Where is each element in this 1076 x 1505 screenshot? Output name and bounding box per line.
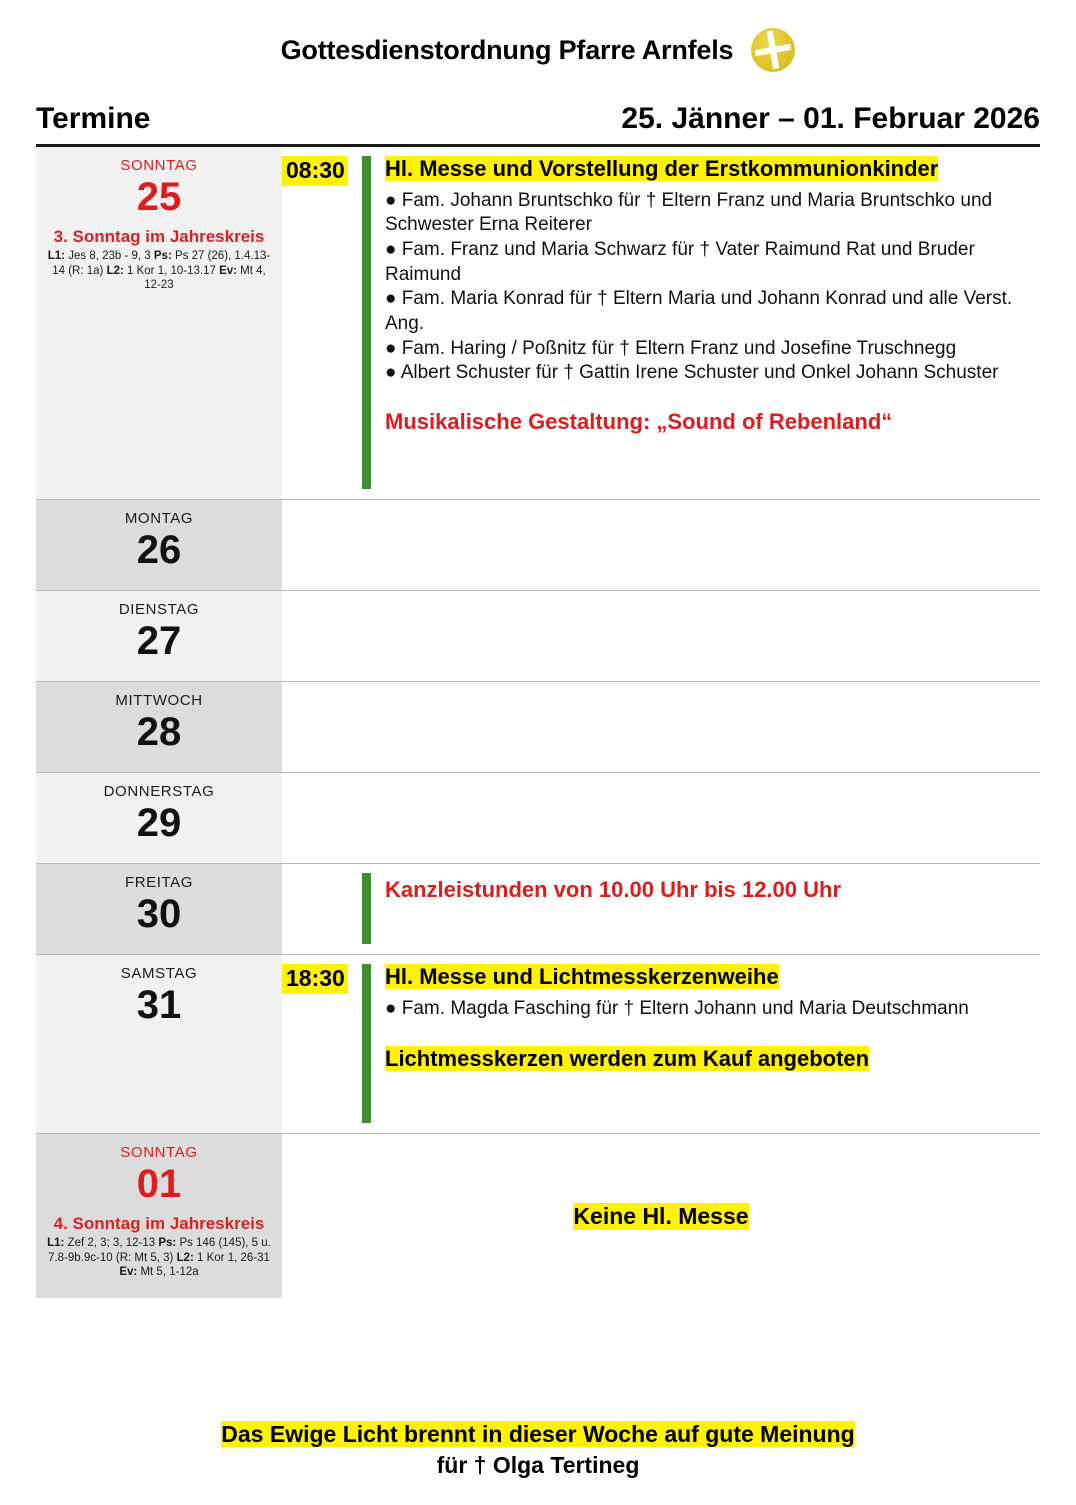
eternal-light-line1: Das Ewige Licht brennt in dieser Woche auf gute Meinung (221, 1420, 855, 1447)
event-note-red: Musikalische Gestaltung: „Sound of Rebenland“ (385, 409, 893, 435)
day-cell-27 (36, 591, 282, 681)
day-cell-25 (36, 147, 282, 499)
event-time-column (282, 864, 362, 954)
event-cell (282, 591, 1040, 681)
event-title-row (385, 155, 1026, 184)
event-body (371, 955, 1040, 1133)
schedule-table (36, 147, 1040, 1298)
schedule-row (36, 500, 1040, 591)
day-number: 01 (136, 1161, 182, 1206)
day-number: 29 (136, 800, 182, 845)
event-body (371, 147, 1040, 499)
no-mass-note-text: Keine Hl. Messe (573, 1202, 749, 1229)
event-note-highlight-text: Lichtmesskerzen werden zum Kauf angeboten (385, 1046, 870, 1072)
mass-intentions (385, 997, 1026, 1022)
event-accent-bar (362, 600, 371, 671)
day-number: 26 (136, 527, 182, 572)
event-accent-bar (362, 691, 371, 762)
event-cell (282, 682, 1040, 772)
schedule-row (36, 591, 1040, 682)
mass-intention-item: ● Fam. Magda Fasching für † Eltern Johann und Maria Deutschmann (385, 997, 969, 1019)
mass-intention-item: ● Fam. Haring / Poßnitz für † Eltern Franz und Josefine Truschnegg (385, 337, 957, 359)
day-cell-31 (36, 955, 282, 1133)
event-time-column (282, 955, 362, 1133)
schedule-subheader (36, 102, 1040, 147)
event-cell (282, 955, 1040, 1133)
day-number: 25 (136, 174, 182, 219)
day-cell-26 (36, 500, 282, 590)
event-time-column (282, 773, 362, 863)
event-body (371, 591, 1040, 681)
page-title: Gottesdienstordnung Pfarre Arnfels (280, 34, 734, 65)
schedule-row (36, 682, 1040, 773)
day-of-week-label: SONNTAG (120, 1144, 198, 1161)
event-body (371, 682, 1040, 772)
day-of-week-label: DONNERSTAG (103, 783, 215, 800)
event-time-column (282, 147, 362, 499)
document-header (0, 0, 1076, 72)
schedule-row (36, 864, 1040, 955)
date-range: 25. Jänner – 01. Februar 2026 (621, 102, 1040, 135)
mass-intentions (385, 189, 1026, 387)
event-time: 18:30 (282, 964, 348, 994)
day-of-week-label: FREITAG (124, 874, 194, 891)
day-of-week-label: MONTAG (124, 510, 194, 527)
event-title: Hl. Messe und Lichtmesskerzenweihe (385, 964, 779, 989)
eternal-light-line2: für † Olga Tertineg (436, 1451, 640, 1478)
day-cell-29 (36, 773, 282, 863)
day-number: 30 (136, 891, 182, 936)
event-note-highlight (385, 1045, 1026, 1074)
day-cell-30 (36, 864, 282, 954)
day-cell-28 (36, 682, 282, 772)
day-of-week-label: DIENSTAG (118, 601, 200, 618)
event-time: 08:30 (282, 156, 348, 186)
event-time-column (282, 682, 362, 772)
event-cell (282, 500, 1040, 590)
event-accent-bar (362, 964, 371, 1123)
event-time-column (282, 500, 362, 590)
event-title-row (385, 963, 1026, 992)
cross-in-circle-icon (751, 28, 795, 72)
event-accent-bar (362, 156, 371, 489)
mass-intention-item: ● Fam. Franz und Maria Schwarz für † Vater Raimund Rat und Bruder Raimund (385, 238, 975, 285)
mass-intention-item: ● Albert Schuster für † Gattin Irene Schuster und Onkel Johann Schuster (385, 362, 999, 384)
event-time-column (282, 591, 362, 681)
event-accent-bar (362, 782, 371, 853)
footer-note (0, 1419, 1076, 1481)
scripture-readings: L1: Jes 8, 23b - 9, 3 Ps: Ps 27 (26), 1.4.13-14 (R: 1a) L2: 1 Kor 1, 10-13.17 Ev: Mt 4, 12-23 (47, 250, 271, 292)
event-body (371, 864, 1040, 954)
event-cell (282, 864, 1040, 954)
feast-name: 4. Sonntag im Jahreskreis (53, 1213, 265, 1233)
schedule-row (36, 773, 1040, 864)
event-note-red: Kanzleistunden von 10.00 Uhr bis 12.00 Uhr (385, 877, 842, 902)
event-accent-bar (362, 873, 371, 944)
day-cell-01 (36, 1134, 282, 1298)
event-cell (282, 773, 1040, 863)
event-body (371, 773, 1040, 863)
day-number: 28 (136, 709, 182, 754)
day-number: 31 (136, 982, 182, 1027)
event-title: Hl. Messe und Vorstellung der Erstkommunionkinder (385, 156, 939, 181)
day-of-week-label: SAMSTAG (120, 965, 198, 982)
day-of-week-label: MITTWOCH (115, 692, 203, 709)
event-body (371, 500, 1040, 590)
scripture-readings: L1: Zef 2, 3; 3, 12-13 Ps: Ps 146 (145), 5 u. 7.8-9b.9c-10 (R: Mt 5, 3) L2: 1 Kor 1, 26-31 Ev: Mt 5, 1-12a (47, 1237, 271, 1279)
feast-name: 3. Sonntag im Jahreskreis (53, 226, 265, 246)
event-cell (282, 147, 1040, 499)
schedule-row (36, 147, 1040, 500)
termine-label: Termine (36, 102, 151, 135)
event-cell (282, 1134, 1040, 1298)
day-of-week-label: SONNTAG (120, 157, 198, 174)
event-accent-bar (362, 509, 371, 580)
mass-intention-item: ● Fam. Johann Bruntschko für † Eltern Franz und Maria Bruntschko und Schwester Erna Reiterer (385, 189, 993, 236)
mass-intention-item: ● Fam. Maria Konrad für † Eltern Maria und Johann Konrad und alle Verst. Ang. (385, 288, 1013, 335)
schedule-row (36, 955, 1040, 1134)
day-number: 27 (136, 618, 182, 663)
no-mass-note (282, 1134, 1040, 1298)
schedule-row (36, 1134, 1040, 1298)
